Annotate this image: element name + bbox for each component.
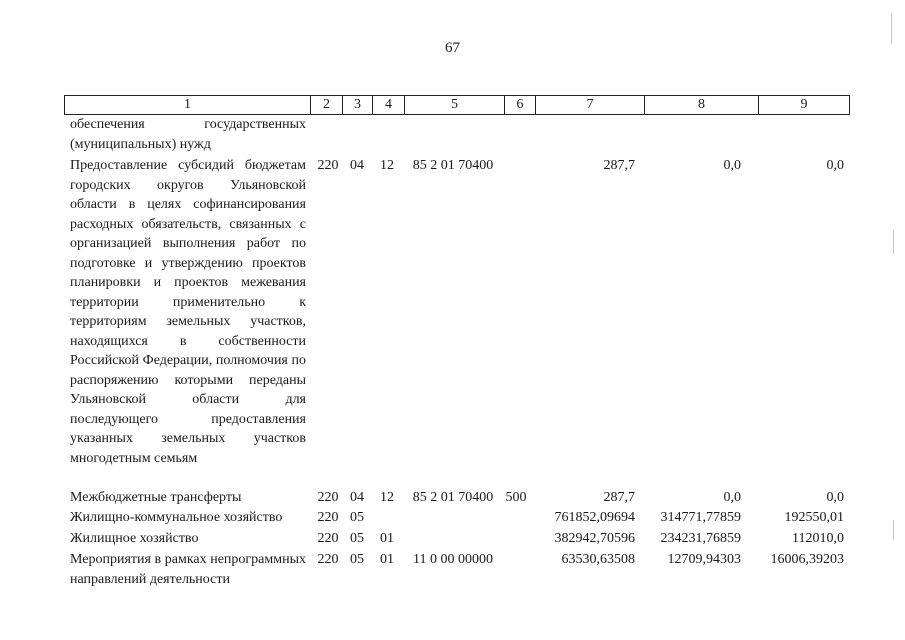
cell-section: 04 [350, 490, 364, 505]
cell-admin-code: 220 [317, 531, 339, 546]
cell-subsection: 12 [380, 158, 394, 173]
row-description: Жилищно-коммунальное хозяйство [70, 510, 283, 525]
cell-amount-col9: 0,0 [826, 158, 844, 173]
cell-target-article: 85 2 01 70400 [412, 490, 494, 505]
cell-amount-col8: 234231,76859 [660, 531, 741, 546]
cell-expense-type: 500 [505, 490, 527, 505]
header-col-5: 5 [404, 96, 504, 114]
header-col-8: 8 [644, 96, 758, 114]
cell-admin-code: 220 [317, 510, 339, 525]
cell-subsection: 12 [380, 490, 394, 505]
row-description: Предоставление субсидий бюджетам городских округов Ульяновской области в целях софинансирования расходных обязательств, связанных с организацией выполнения работ по подготовке и утверждению проектов планировки и проектов межевания территории применительно к территориям земельных участков, находящихся в собственности Российской Федерации, полномочия по распоряжению которыми переданы Ульяновской области для последующего предоставления указанных земельных участков многодетным семьям [70, 158, 306, 466]
cell-amount-col9: 0,0 [826, 490, 844, 505]
cell-amount-col9: 192550,01 [784, 510, 844, 525]
header-col-3: 3 [342, 96, 372, 114]
cell-admin-code: 220 [317, 552, 339, 567]
cell-section: 05 [350, 531, 364, 546]
cell-amount-col7: 63530,63508 [561, 552, 635, 567]
cell-amount-col9: 16006,39203 [770, 552, 844, 567]
cell-target-article: 85 2 01 70400 [412, 158, 494, 173]
cell-admin-code: 220 [317, 490, 339, 505]
cell-amount-col8: 0,0 [723, 158, 741, 173]
cell-amount-col9: 112010,0 [792, 531, 844, 546]
header-col-7: 7 [535, 96, 644, 114]
cell-amount-col7: 382942,70596 [554, 531, 635, 546]
header-col-2: 2 [310, 96, 342, 114]
cell-admin-code: 220 [317, 158, 339, 173]
header-col-9: 9 [758, 96, 849, 114]
row-description: Жилищное хозяйство [70, 531, 199, 546]
table-header-row [64, 95, 850, 115]
cell-target-article: 11 0 00 00000 [413, 552, 493, 567]
cell-amount-col8: 314771,77859 [660, 510, 741, 525]
cell-subsection: 01 [380, 552, 394, 567]
cell-amount-col7: 287,7 [603, 490, 635, 505]
row-description: обеспечения государственных (муниципальных) нужд [70, 117, 306, 152]
cell-amount-col7: 287,7 [603, 158, 635, 173]
cell-section: 04 [350, 158, 364, 173]
cell-amount-col8: 0,0 [723, 490, 741, 505]
cell-section: 05 [350, 510, 364, 525]
cell-section: 05 [350, 552, 364, 567]
cell-amount-col8: 12709,94303 [667, 552, 741, 567]
header-col-6: 6 [504, 96, 535, 114]
cell-amount-col7: 761852,09694 [554, 510, 635, 525]
header-col-1: 1 [184, 97, 191, 112]
row-description: Межбюджетные трансферты [70, 490, 242, 505]
scan-mark [891, 14, 892, 44]
scan-mark [893, 520, 894, 540]
page-number: 67 [445, 40, 460, 56]
cell-subsection: 01 [380, 531, 394, 546]
header-col-4: 4 [372, 96, 404, 114]
scan-mark [893, 230, 894, 254]
row-description: Мероприятия в рамках непрограммных направлений деятельности [70, 552, 306, 587]
